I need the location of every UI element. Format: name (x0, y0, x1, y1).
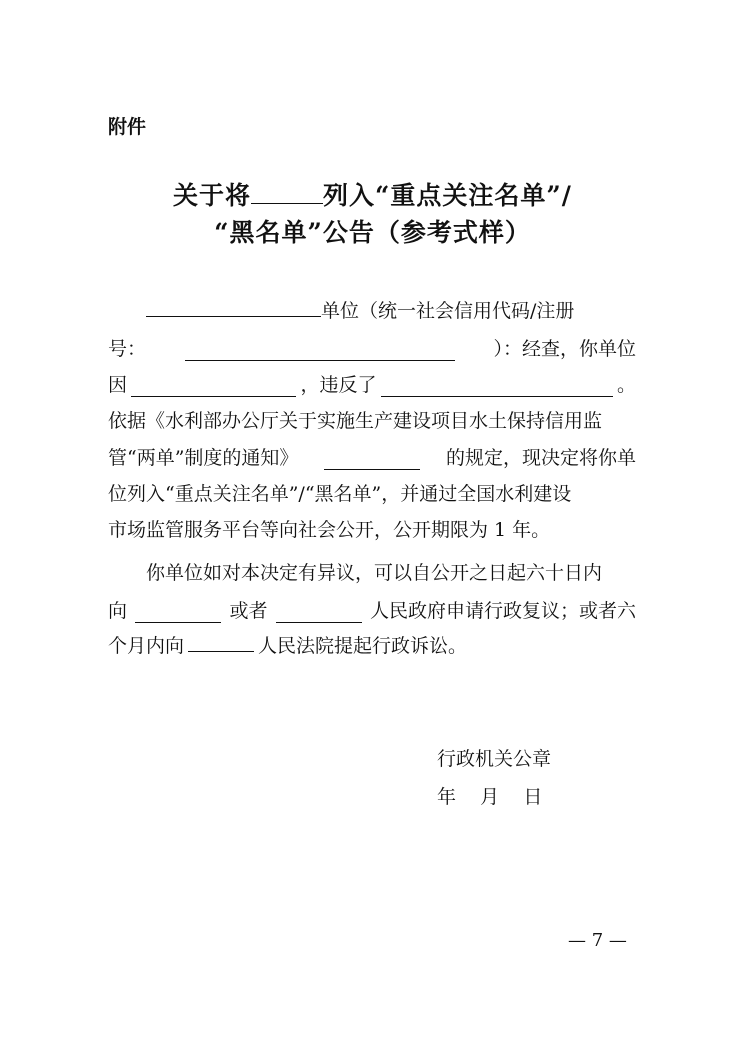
violation-blank (381, 376, 613, 397)
p2-text: 人民政府申请行政复议；或者六 (369, 600, 636, 622)
p2-text: 你单位如对本决定有异议，可以自公开之日起六十日内 (146, 562, 603, 584)
p1-line-3 (108, 369, 636, 397)
p2-text: 向 (108, 600, 128, 622)
credit-code-blank (185, 340, 455, 361)
p2-text: 人民法院提起行政诉讼。 (258, 635, 468, 657)
p2-text: 个月内向 (108, 635, 185, 657)
p1-text: 单位（统一社会信用代码/注册 (321, 300, 575, 322)
page-number: — 7 — (568, 930, 627, 951)
p1-line-7: 市场监管服务平台等向社会公开，公开期限为 1 年。 (108, 519, 551, 541)
p1-line-4: 依据《水利部办公厅关于实施生产建设项目水土保持信用监 (108, 410, 603, 432)
p1-text: ，违反了 (300, 374, 377, 396)
court-blank (188, 631, 254, 652)
title-text-b: 列入“重点关注名单”/ (323, 181, 572, 210)
title-blank (251, 181, 323, 204)
p2-text: 或者 (229, 600, 268, 622)
p2-line-2 (108, 595, 636, 623)
p2-line-1 (108, 558, 636, 586)
title-line-2: “黑名单”公告（参考式样） (214, 218, 531, 247)
p1-text: 号： (108, 338, 147, 360)
attachment-label: 附件 (108, 116, 147, 138)
review-organ-blank-2 (276, 602, 362, 623)
p1-text: 因 (108, 374, 128, 396)
review-organ-blank-1 (135, 602, 221, 623)
document-number-blank (324, 449, 420, 470)
unit-name-blank (146, 296, 321, 317)
p1-line-1 (108, 296, 636, 324)
p1-line-6: 位列入“重点关注名单”/“黑名单”，并通过全国水利建设 (108, 483, 572, 505)
reason-blank (131, 376, 296, 397)
p1-text: 。 (616, 374, 636, 396)
p1-line-5 (108, 442, 636, 470)
title-line-1 (0, 176, 745, 212)
p1-text: 的规定，现决定将你单 (445, 447, 636, 469)
p1-line-2 (108, 333, 636, 361)
p1-text: 管“两单”制度的通知》 (108, 447, 299, 469)
p1-text: ）：经查，你单位 (493, 338, 636, 360)
official-seal-label: 行政机关公章 (437, 748, 552, 770)
p2-line-3 (108, 631, 636, 659)
date-line: 年 月 日 (437, 786, 543, 808)
title-text-a: 关于将 (173, 181, 252, 210)
